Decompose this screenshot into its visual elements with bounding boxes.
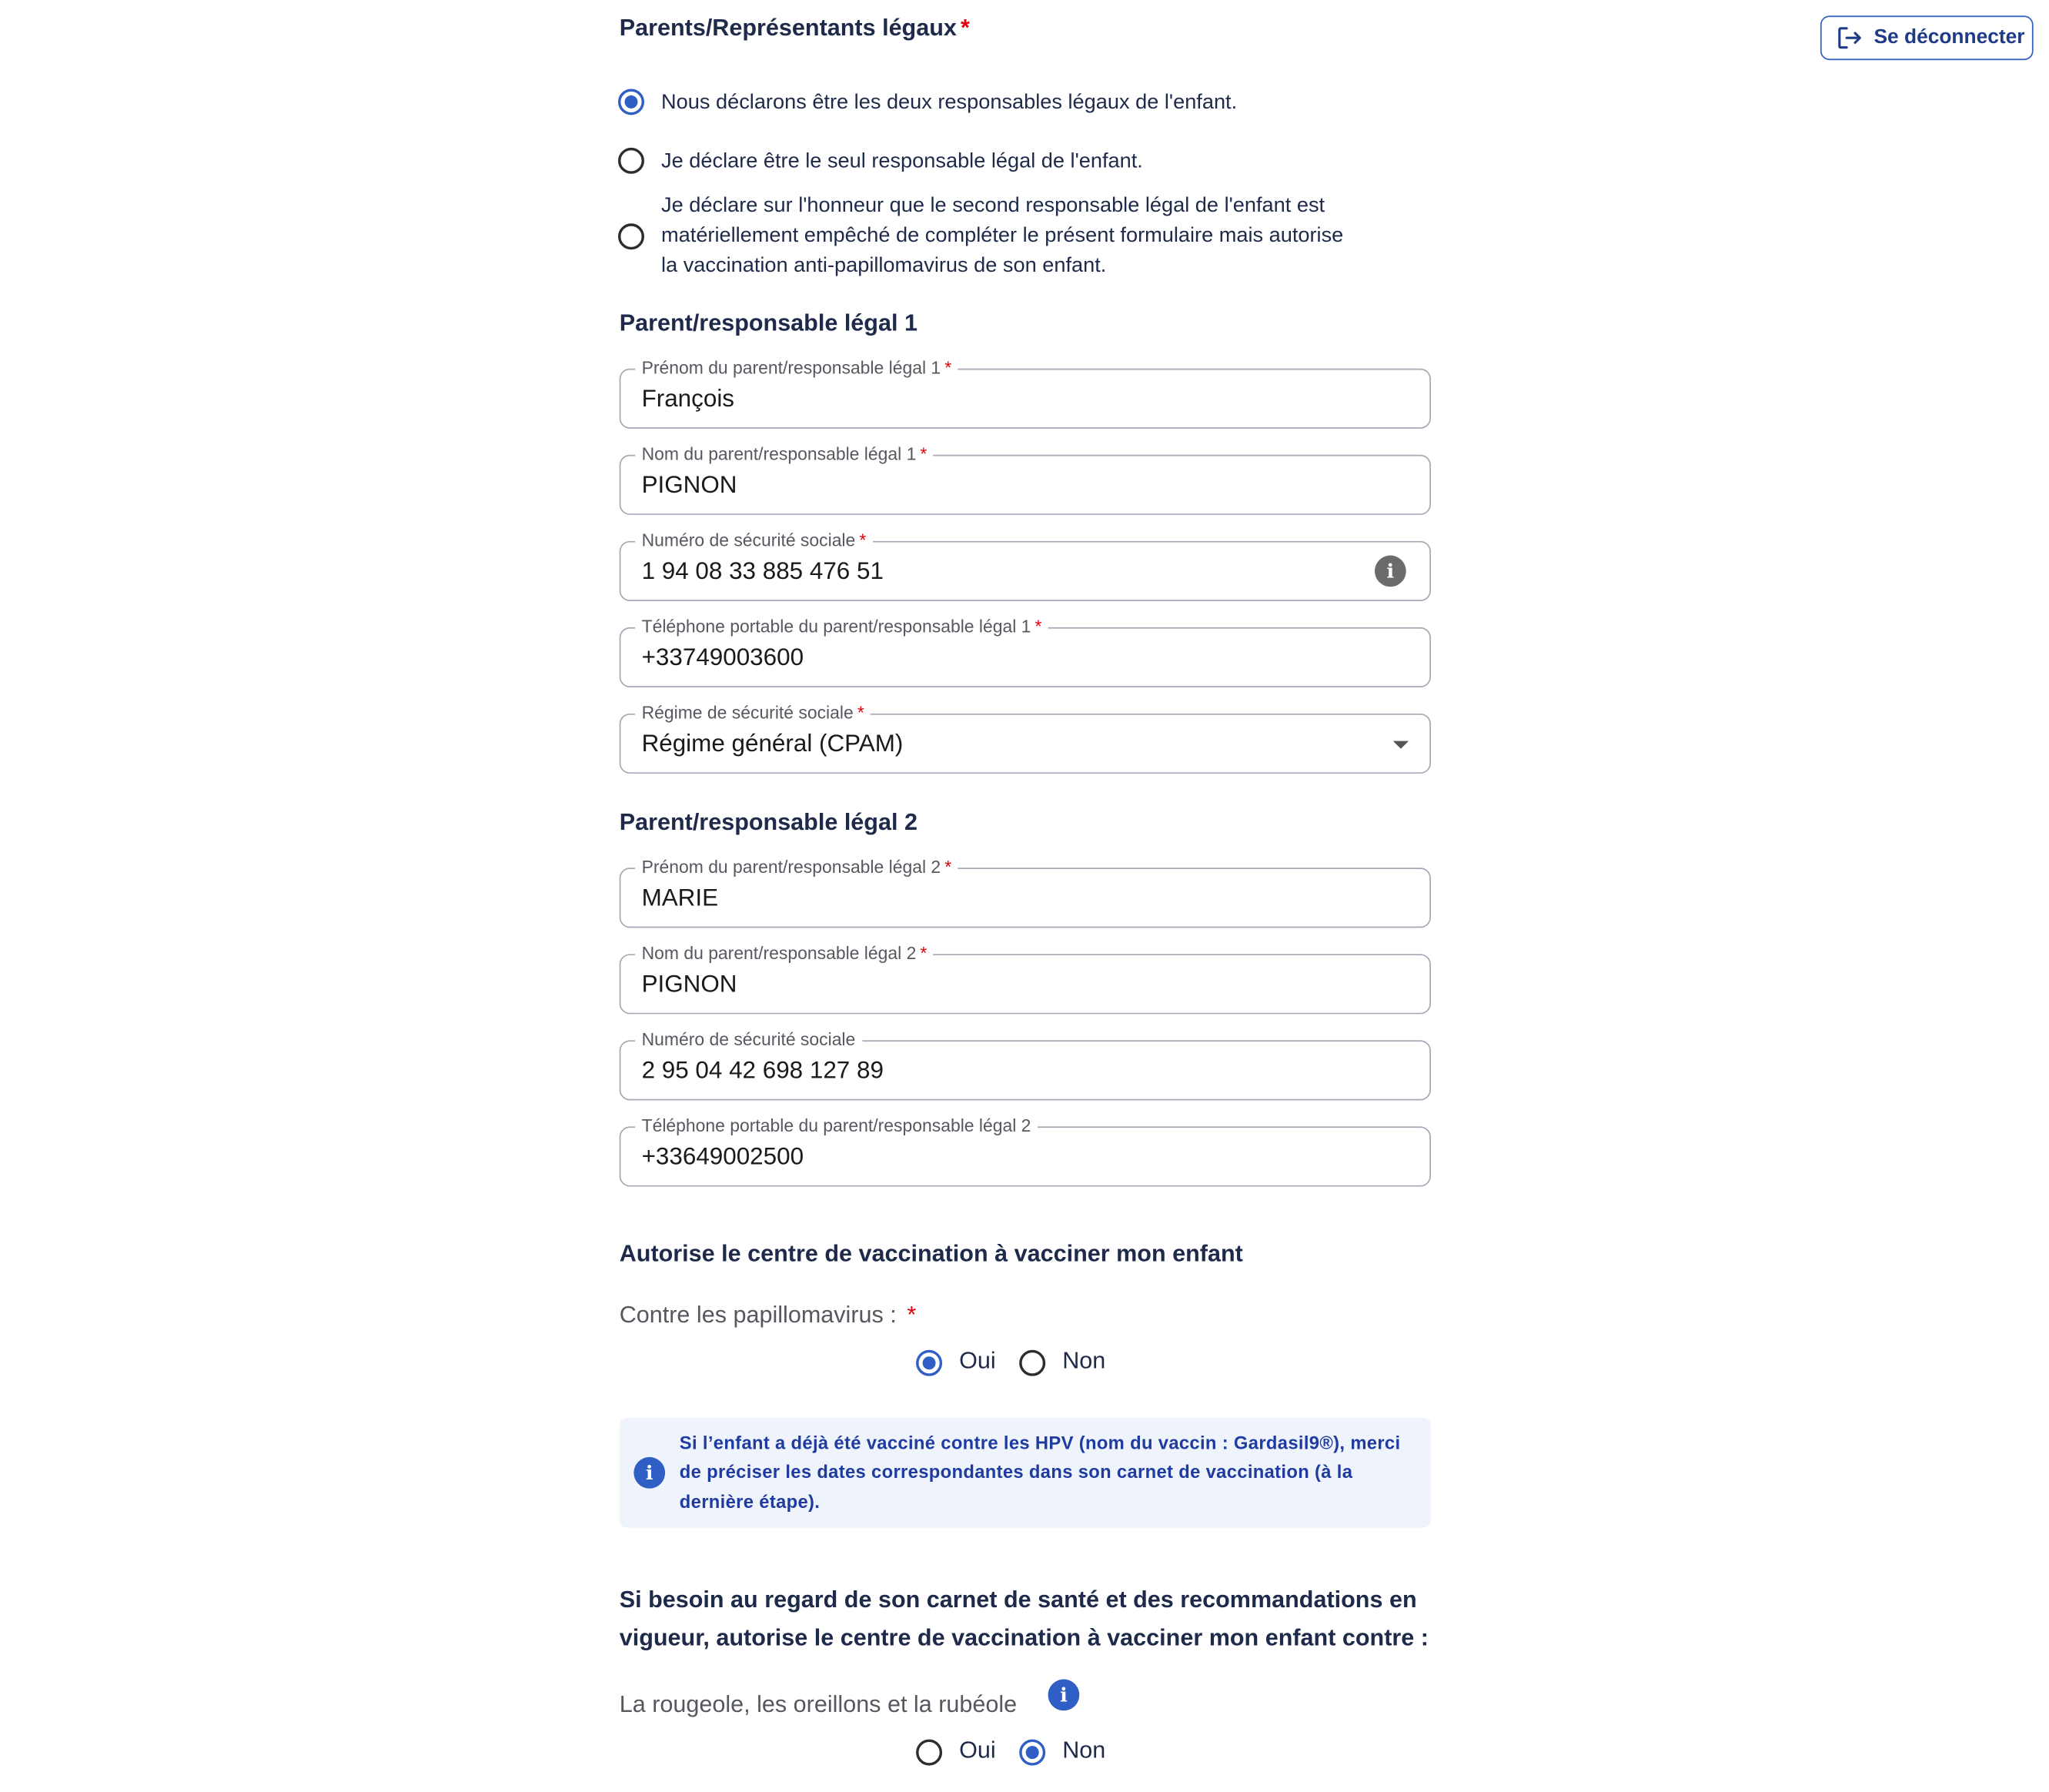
parent1-last-name-value: PIGNON [641, 470, 737, 498]
field-label: Nom du parent/responsable légal 1 * [635, 443, 934, 467]
field-label: Numéro de sécurité sociale * [635, 530, 873, 553]
hpv-notice-text: Si l’enfant a déjà été vacciné contre les HPV (nom du vaccin : Gardasil9®), merci de préciser les dates correspondantes dans son carnet de vaccination (à la dernière étape). [679, 1432, 1401, 1512]
additional-title: Si besoin au regard de son carnet de santé et des recommandations en vigueur, autorise le centre de vaccination à vacciner mon enfant contre : [619, 1586, 1429, 1650]
radio-hpv-no-label: Non [1062, 1347, 1106, 1374]
parent1-phone-field[interactable] [620, 617, 1431, 687]
radio-both-guardians-label: Nous déclarons être les deux responsables légaux de l'enfant. [661, 91, 1238, 114]
parent2-phone-field[interactable] [620, 1115, 1431, 1186]
info-icon[interactable]: i [1375, 556, 1406, 587]
radio-hpv-yes[interactable] [916, 1350, 942, 1376]
parent1-regime-value: Régime général (CPAM) [641, 729, 904, 757]
parent2-title: Parent/responsable légal 2 [619, 808, 918, 835]
guardians-title: Parents/Représentants légaux * [619, 14, 970, 41]
parent1-title: Parent/responsable légal 1 [619, 309, 918, 336]
radio-second-guardian-prevented[interactable] [618, 223, 644, 249]
hpv-question: Contre les papillomavirus : * [619, 1301, 917, 1328]
parent2-last-name-value: PIGNON [641, 969, 737, 998]
field-label: Téléphone portable du parent/responsable légal 2 [635, 1115, 1038, 1138]
field-label: Prénom du parent/responsable légal 2 * [635, 856, 958, 880]
radio-both-guardians[interactable] [618, 89, 644, 115]
radio-second-guardian-prevented-label: Je déclare sur l'honneur que le second responsable légal de l'enfant est matériellement empêché de compléter le présent formulaire mais autorise la vaccination anti-papillomavirus de son enfant. [661, 194, 1344, 277]
required-mark: * [960, 14, 970, 41]
field-label: Régime de sécurité sociale * [635, 702, 871, 726]
radio-ror-yes-label: Oui [959, 1737, 996, 1764]
field-label: Numéro de sécurité sociale [635, 1028, 862, 1052]
parent1-regime-select[interactable] [620, 703, 1431, 774]
radio-hpv-no[interactable] [1019, 1350, 1045, 1376]
hpv-notice [620, 1418, 1431, 1528]
logout-icon [1835, 24, 1863, 52]
ror-question: La rougeole, les oreillons et la rubéole [619, 1690, 1018, 1717]
radio-ror-yes[interactable] [916, 1740, 942, 1766]
radio-sole-guardian-label: Je déclare être le seul responsable légal de l'enfant. [661, 150, 1143, 173]
parent2-last-name-field[interactable] [620, 943, 1431, 1014]
parent1-phone-value: +33749003600 [641, 643, 804, 670]
parent1-ssn-value: 1 94 08 33 885 476 51 [641, 557, 884, 584]
radio-hpv-yes-label: Oui [959, 1347, 996, 1374]
parent2-ssn-field[interactable] [620, 1029, 1431, 1100]
chevron-down-icon [1393, 741, 1409, 749]
parent2-first-name-field[interactable] [620, 857, 1431, 928]
parent2-first-name-value: MARIE [641, 883, 719, 911]
radio-ror-no-label: Non [1062, 1737, 1106, 1764]
radio-ror-no[interactable] [1019, 1740, 1045, 1766]
logout-button[interactable] [1820, 15, 2034, 60]
info-icon[interactable]: i [1048, 1680, 1080, 1711]
parent2-phone-value: +33649002500 [641, 1142, 804, 1170]
field-label: Téléphone portable du parent/responsable légal 1 * [635, 616, 1048, 640]
parent1-first-name-value: François [641, 384, 735, 412]
parent1-ssn-field[interactable] [620, 530, 1431, 601]
parent1-first-name-field[interactable] [620, 358, 1431, 429]
parent2-ssn-value: 2 95 04 42 698 127 89 [641, 1055, 884, 1084]
parent1-last-name-field[interactable] [620, 444, 1431, 515]
authorization-title: Autorise le centre de vaccination à vacciner mon enfant [619, 1240, 1243, 1267]
field-label: Prénom du parent/responsable légal 1 * [635, 356, 958, 380]
info-icon: i [633, 1457, 665, 1489]
logout-label: Se déconnecter [1874, 25, 2025, 48]
field-label: Nom du parent/responsable légal 2 * [635, 942, 934, 966]
radio-sole-guardian[interactable] [618, 148, 644, 174]
